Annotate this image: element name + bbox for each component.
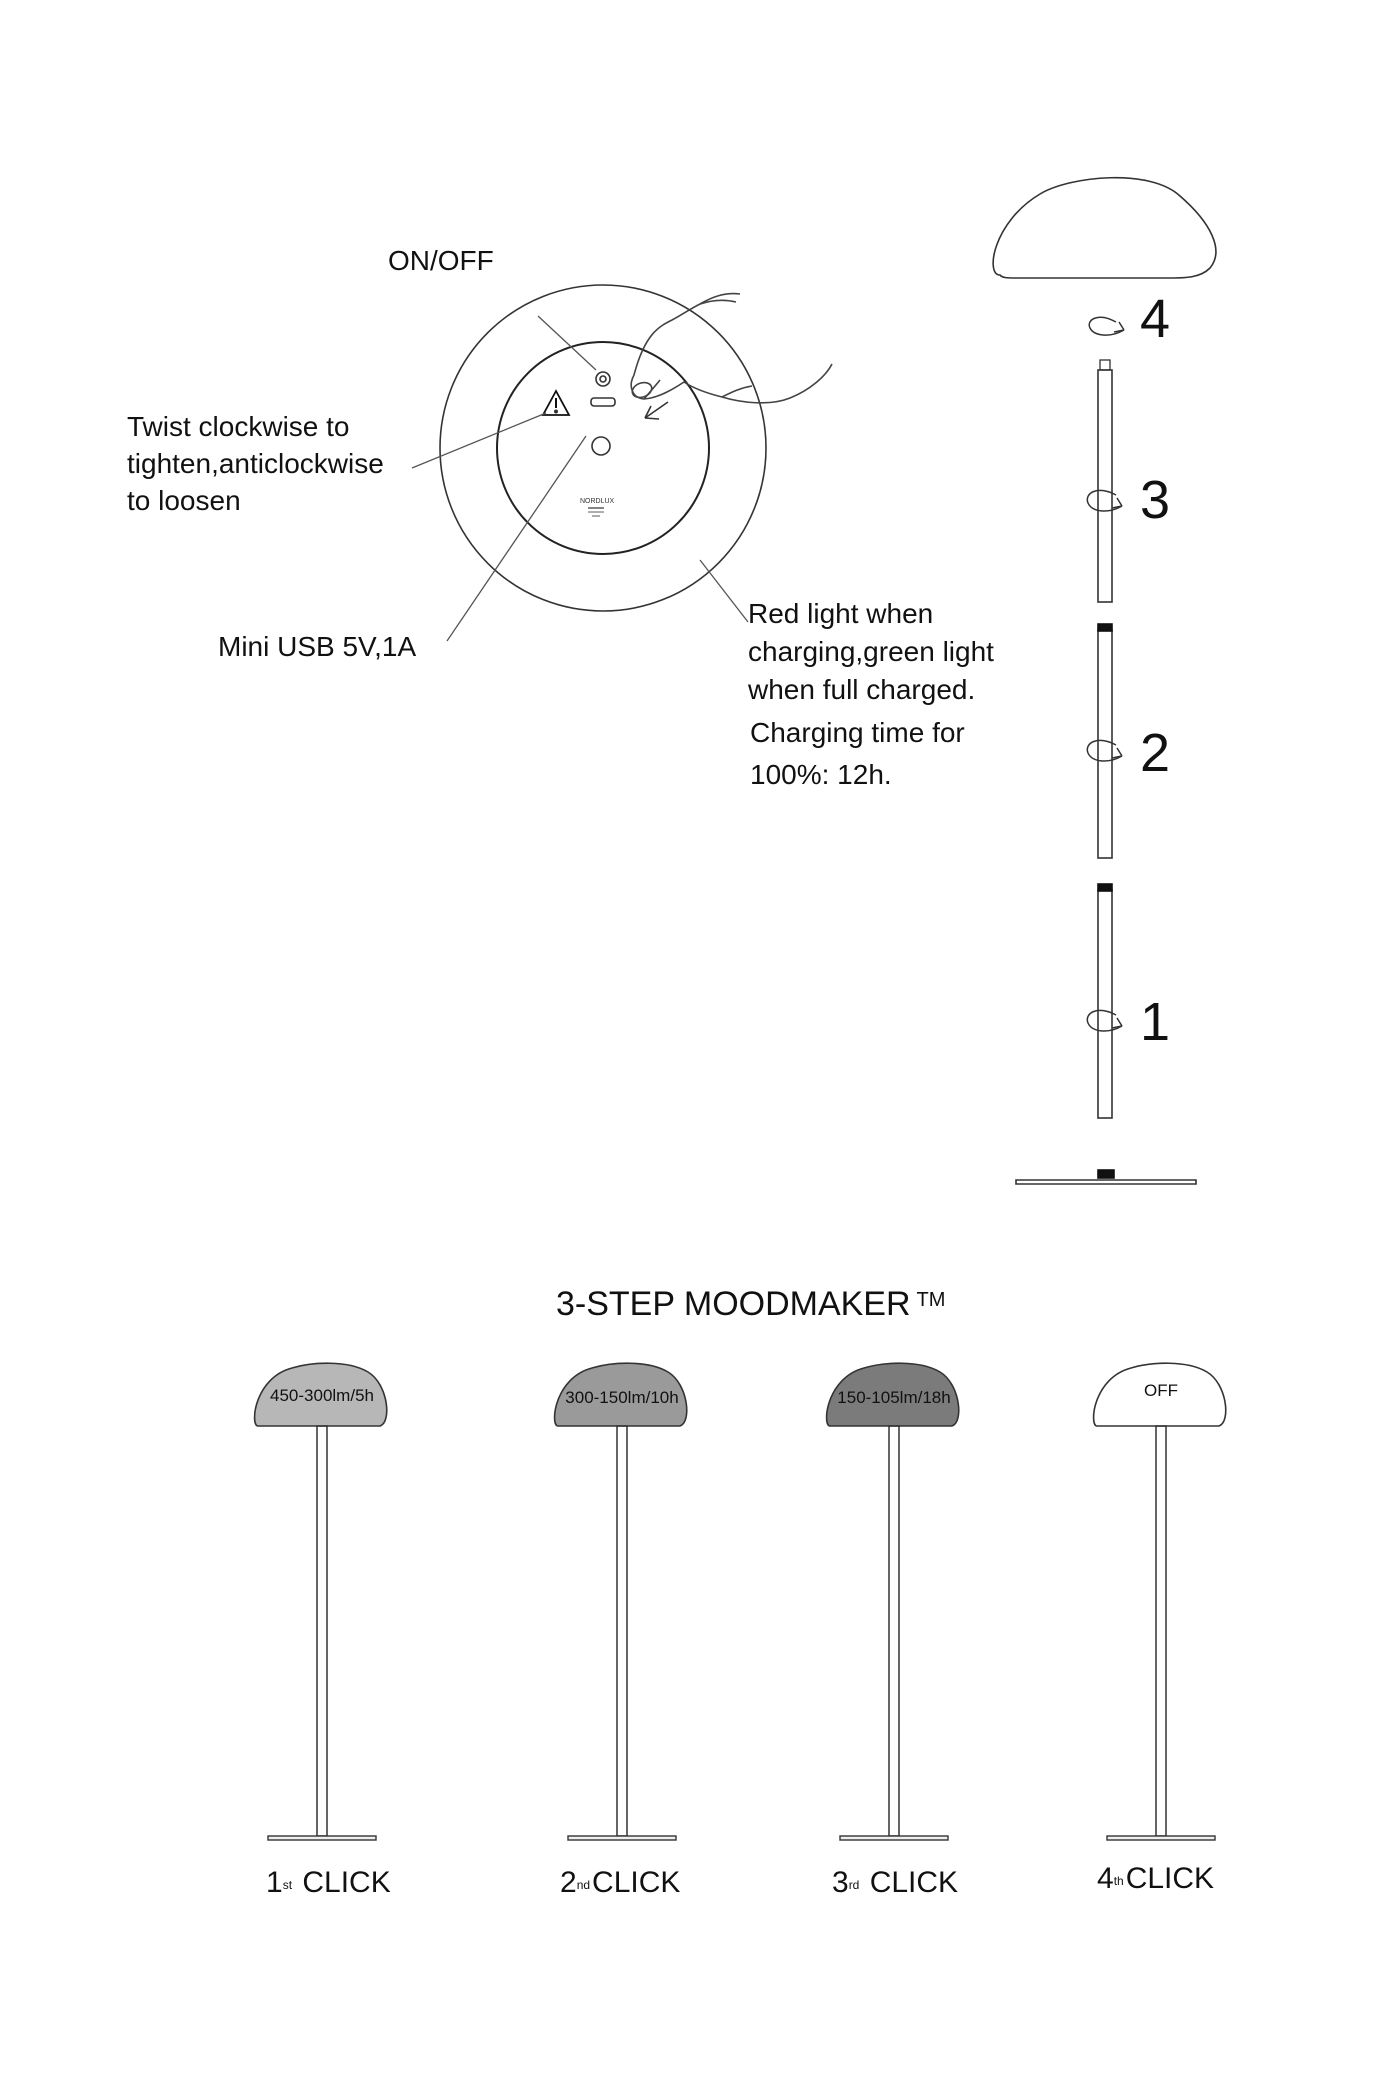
- lamp-base-1: [268, 1836, 376, 1840]
- shade-label-4: OFF: [1144, 1381, 1178, 1400]
- step-number-1: 1: [1140, 992, 1171, 1052]
- rotate-arrow-icon: [1089, 317, 1124, 335]
- lamp-1: [255, 1363, 387, 1840]
- shade-label-3: 150-105lm/18h: [837, 1388, 951, 1407]
- brand-mark: [588, 508, 604, 516]
- rotate-arrow-icon: [1087, 1010, 1122, 1031]
- rod-segment-2: [1098, 630, 1112, 858]
- rod-segment-3: [1098, 370, 1112, 602]
- lamp-rod-4: [1156, 1426, 1166, 1836]
- lamp-base-4: [1107, 1836, 1215, 1840]
- lamp-3: [827, 1363, 959, 1840]
- twist-label-line-3: to loosen: [127, 485, 241, 516]
- click-label-3: 3rd CLICK: [832, 1866, 959, 1899]
- click-label-2: 2ndCLICK: [560, 1866, 681, 1899]
- warning-icon: [543, 391, 569, 415]
- click-label-4: 4thCLICK: [1097, 1862, 1215, 1895]
- base-exploded: [1016, 1170, 1196, 1184]
- trademark-mark: TM: [916, 1289, 946, 1311]
- step-number-3: 3: [1140, 470, 1171, 530]
- twist-label-line-1: Twist clockwise to: [127, 411, 350, 442]
- usb-port-icon: [591, 398, 615, 406]
- moodmaker-title: [556, 1284, 945, 1324]
- base-plate-inner: [497, 342, 709, 554]
- rotate-arrow-icon: [1087, 490, 1122, 511]
- base-plate-outer: [440, 285, 766, 611]
- lamp-rod-1: [317, 1426, 327, 1836]
- rotate-arrow-icon: [1087, 740, 1122, 761]
- power-button-icon: [596, 372, 610, 386]
- usb-label: Mini USB 5V,1A: [218, 631, 417, 662]
- click-label-1: 1st CLICK: [266, 1866, 391, 1899]
- moodmaker-title-text: 3-STEP MOODMAKER: [556, 1285, 911, 1323]
- charge-time-line-2: 100%: 12h.: [750, 759, 892, 790]
- press-arrow-icon: [645, 402, 668, 419]
- on-off-label: ON/OFF: [388, 245, 494, 276]
- base-brand-text: NORDLUX: [580, 498, 615, 505]
- step-number-4: 4: [1140, 289, 1171, 349]
- twist-label-line-2: tighten,anticlockwise: [127, 448, 384, 479]
- shade-exploded: [993, 178, 1216, 278]
- charging-label-line-2: charging,green light: [748, 636, 994, 667]
- charge-led-icon: [592, 437, 610, 455]
- lamp-4: [1094, 1363, 1226, 1840]
- shade-label-1: 450-300lm/5h: [270, 1386, 374, 1405]
- lamp-base-2: [568, 1836, 676, 1840]
- charge-time-line-1: Charging time for: [750, 717, 965, 748]
- step-number-2: 2: [1140, 723, 1171, 783]
- moodmaker-lamps: [255, 1363, 1226, 1840]
- lamp-rod-3: [889, 1426, 899, 1836]
- shade-label-2: 300-150lm/10h: [565, 1388, 679, 1407]
- lamp-rod-2: [617, 1426, 627, 1836]
- lamp-2: [555, 1363, 687, 1840]
- charging-label-line-1: Red light when: [748, 598, 934, 629]
- rod-segment-1: [1098, 890, 1112, 1118]
- lamp-base-3: [840, 1836, 948, 1840]
- charging-label-line-3: when full charged.: [748, 674, 976, 705]
